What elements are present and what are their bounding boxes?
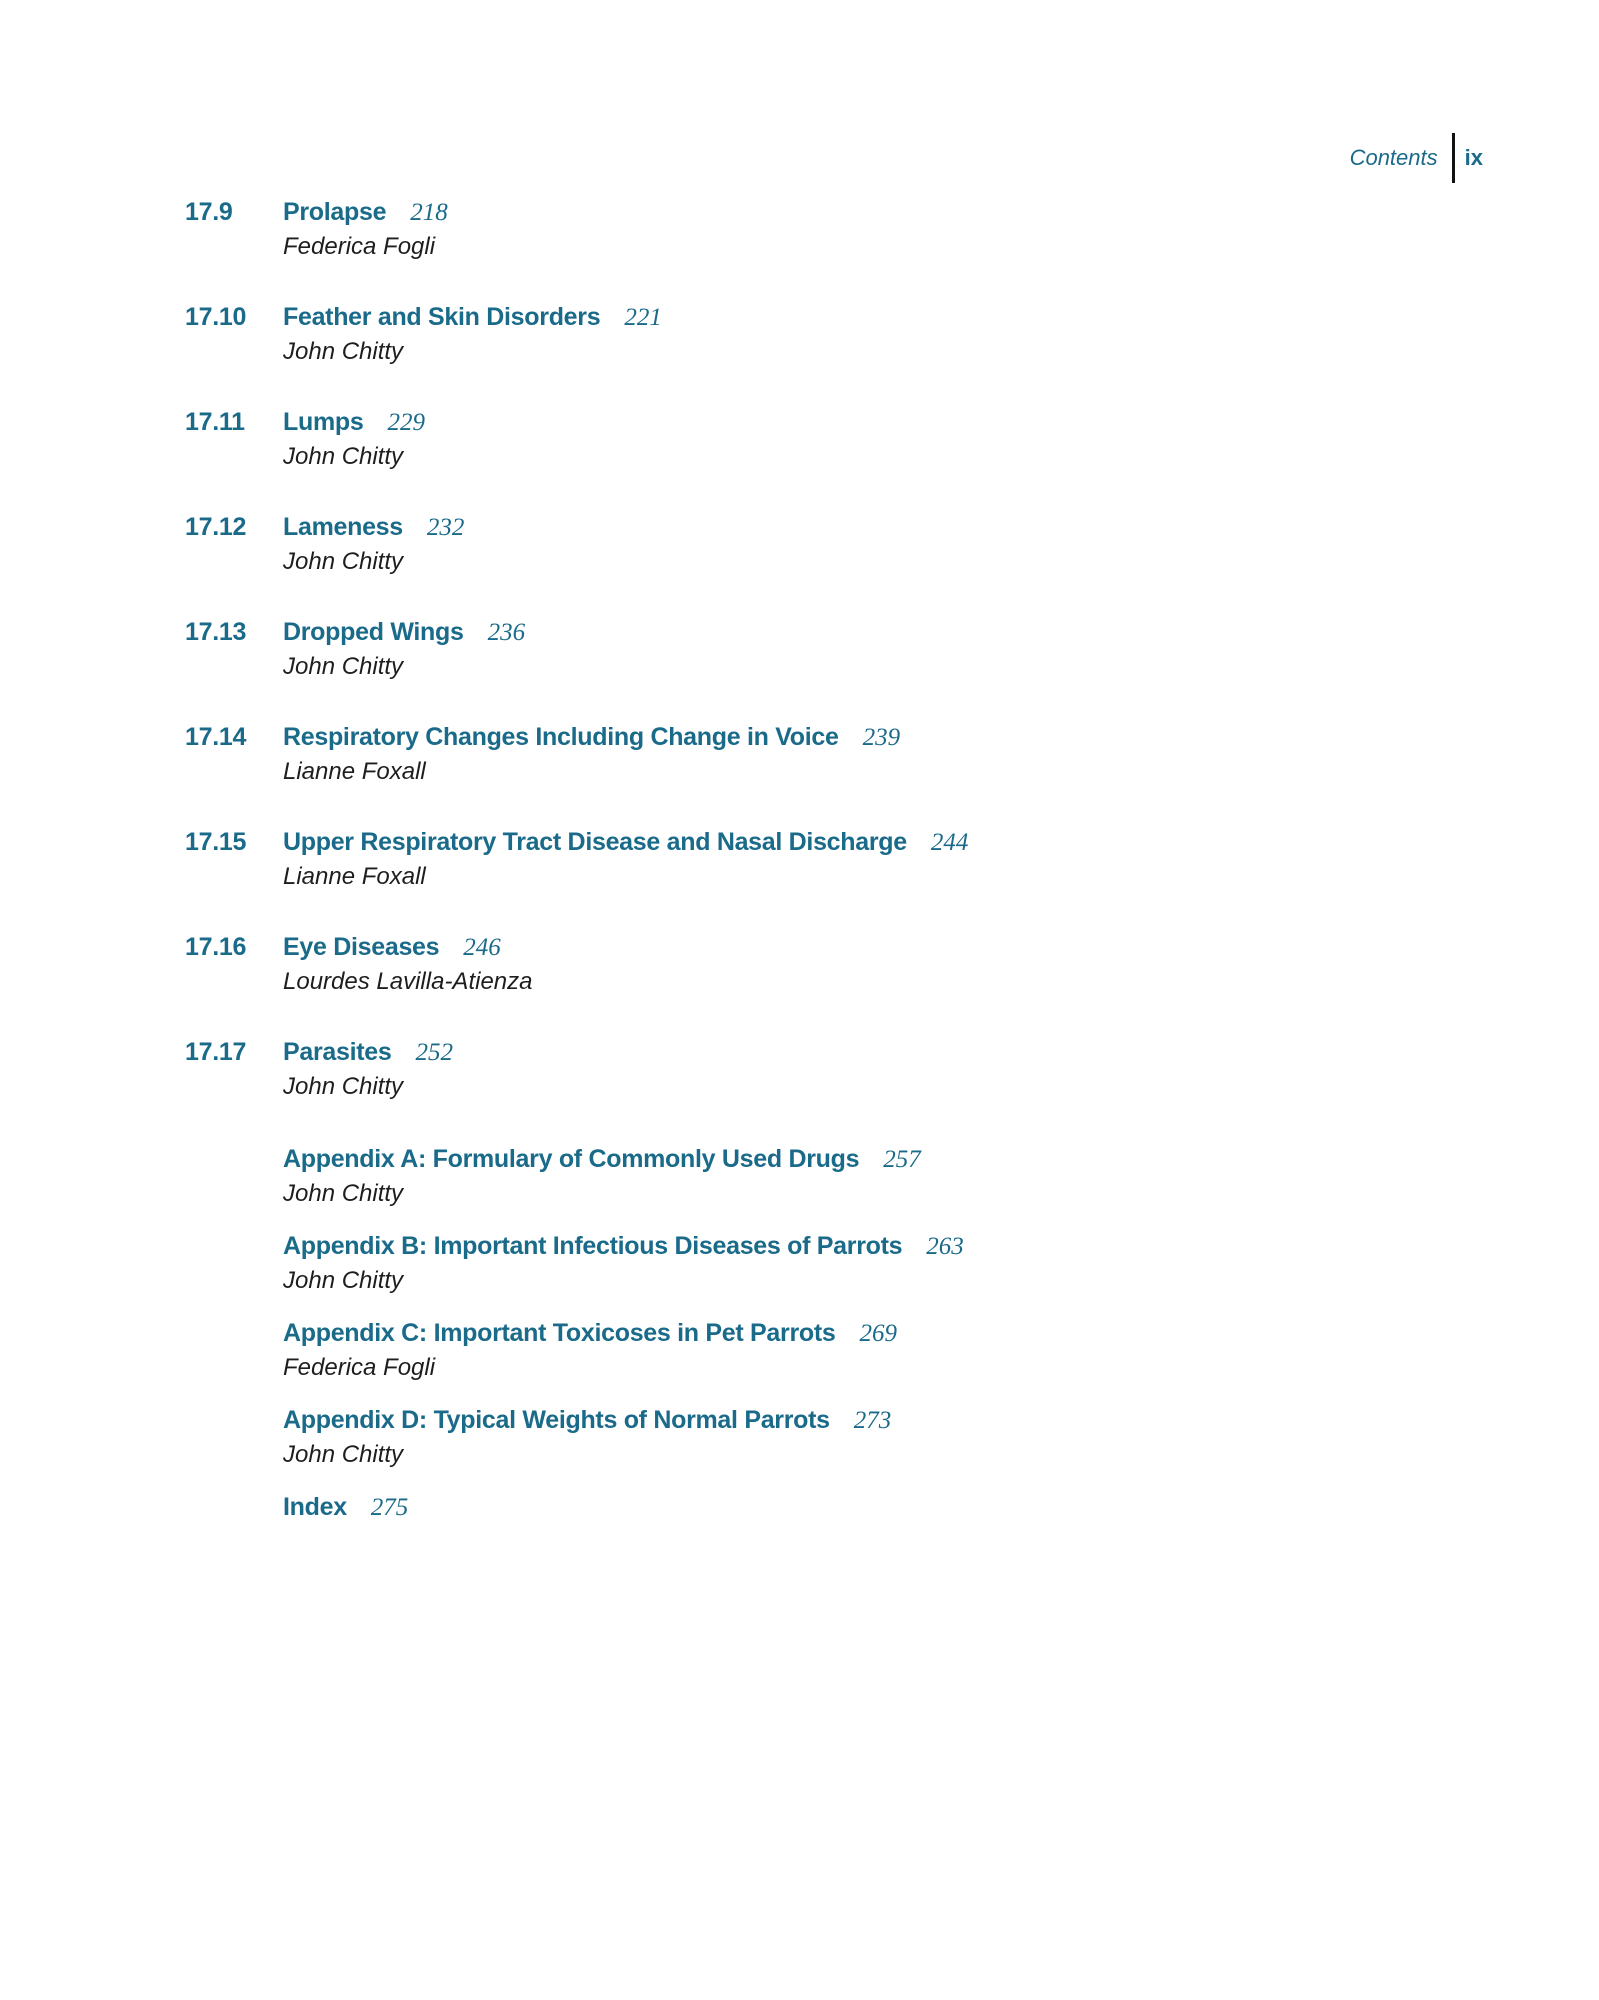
- toc-entry[interactable]: [185, 513, 1385, 618]
- section-author: John Chitty: [283, 653, 404, 680]
- appendix-author: John Chitty: [283, 1267, 404, 1294]
- toc-entry[interactable]: [185, 1038, 1385, 1143]
- appendix-entry[interactable]: [185, 1232, 1385, 1319]
- toc-entry[interactable]: [185, 933, 1385, 1038]
- appendix-author: John Chitty: [283, 1180, 404, 1207]
- section-page: 239: [862, 724, 901, 751]
- section-number: 17.12: [185, 513, 247, 541]
- appendix-title[interactable]: Appendix B: Important Infectious Diseases of Parrots: [283, 1232, 903, 1260]
- section-page: 246: [463, 934, 501, 961]
- section-title[interactable]: Upper Respiratory Tract Disease and Nasal Discharge: [283, 828, 907, 856]
- appendix-entry[interactable]: [185, 1406, 1385, 1493]
- section-number: 17.17: [185, 1038, 247, 1066]
- appendix-title[interactable]: Appendix C: Important Toxicoses in Pet Parrots: [283, 1319, 836, 1347]
- section-number: 17.14: [185, 723, 247, 751]
- section-title[interactable]: Prolapse: [283, 198, 387, 226]
- running-head-divider: [1452, 133, 1455, 183]
- section-title[interactable]: Dropped Wings: [283, 618, 464, 646]
- toc-entry[interactable]: [185, 408, 1385, 513]
- toc-entry[interactable]: [185, 303, 1385, 408]
- toc-entry[interactable]: [185, 198, 1385, 303]
- section-number: 17.10: [185, 303, 247, 331]
- appendix-entry[interactable]: [185, 1145, 1385, 1232]
- section-author: Federica Fogli: [283, 233, 436, 260]
- index-title[interactable]: Index: [283, 1493, 347, 1521]
- section-title[interactable]: Feather and Skin Disorders: [283, 303, 601, 331]
- index-page: 275: [370, 1494, 409, 1521]
- section-number: 17.15: [185, 828, 247, 856]
- section-author: Lourdes Lavilla-Atienza: [283, 968, 533, 995]
- section-number: 17.11: [185, 408, 245, 436]
- toc-entry[interactable]: [185, 723, 1385, 828]
- toc-entry[interactable]: [185, 828, 1385, 933]
- appendix-title[interactable]: Appendix A: Formulary of Commonly Used Drugs: [283, 1145, 860, 1173]
- appendix-list: [185, 1145, 1385, 1580]
- section-number: 17.13: [185, 618, 247, 646]
- section-page: 232: [426, 514, 465, 541]
- page-number: ix: [1464, 145, 1483, 170]
- section-author: Lianne Foxall: [283, 863, 426, 890]
- appendix-author: John Chitty: [283, 1441, 404, 1468]
- section-title[interactable]: Eye Diseases: [283, 933, 440, 961]
- section-number: 17.9: [185, 198, 233, 226]
- section-number: 17.16: [185, 933, 247, 961]
- section-page: 244: [930, 829, 969, 856]
- section-author: Lianne Foxall: [283, 758, 426, 785]
- running-head: [1350, 132, 1483, 184]
- appendix-title[interactable]: Appendix D: Typical Weights of Normal Parrots: [283, 1406, 830, 1434]
- section-author: John Chitty: [283, 338, 404, 365]
- appendix-page: 273: [853, 1407, 892, 1434]
- appendix-author: Federica Fogli: [283, 1354, 436, 1381]
- section-title[interactable]: Lumps: [283, 408, 364, 436]
- appendix-entry[interactable]: [185, 1319, 1385, 1406]
- index-entry[interactable]: [185, 1493, 1385, 1580]
- section-title[interactable]: Lameness: [283, 513, 403, 541]
- running-head-label: Contents: [1349, 145, 1438, 170]
- section-page: 221: [624, 304, 662, 331]
- section-author: John Chitty: [283, 1073, 404, 1100]
- section-author: John Chitty: [283, 443, 404, 470]
- section-page: 252: [415, 1039, 453, 1066]
- section-author: John Chitty: [283, 548, 404, 575]
- appendix-page: 269: [859, 1320, 897, 1347]
- section-title[interactable]: Parasites: [283, 1038, 392, 1066]
- appendix-page: 257: [883, 1146, 921, 1173]
- toc-entry[interactable]: [185, 618, 1385, 723]
- section-page: 218: [410, 199, 448, 226]
- section-page: 229: [387, 409, 425, 436]
- appendix-page: 263: [926, 1233, 964, 1260]
- table-of-contents: [185, 198, 1385, 1580]
- section-title[interactable]: Respiratory Changes Including Change in Voice: [283, 723, 839, 751]
- section-page: 236: [487, 619, 526, 646]
